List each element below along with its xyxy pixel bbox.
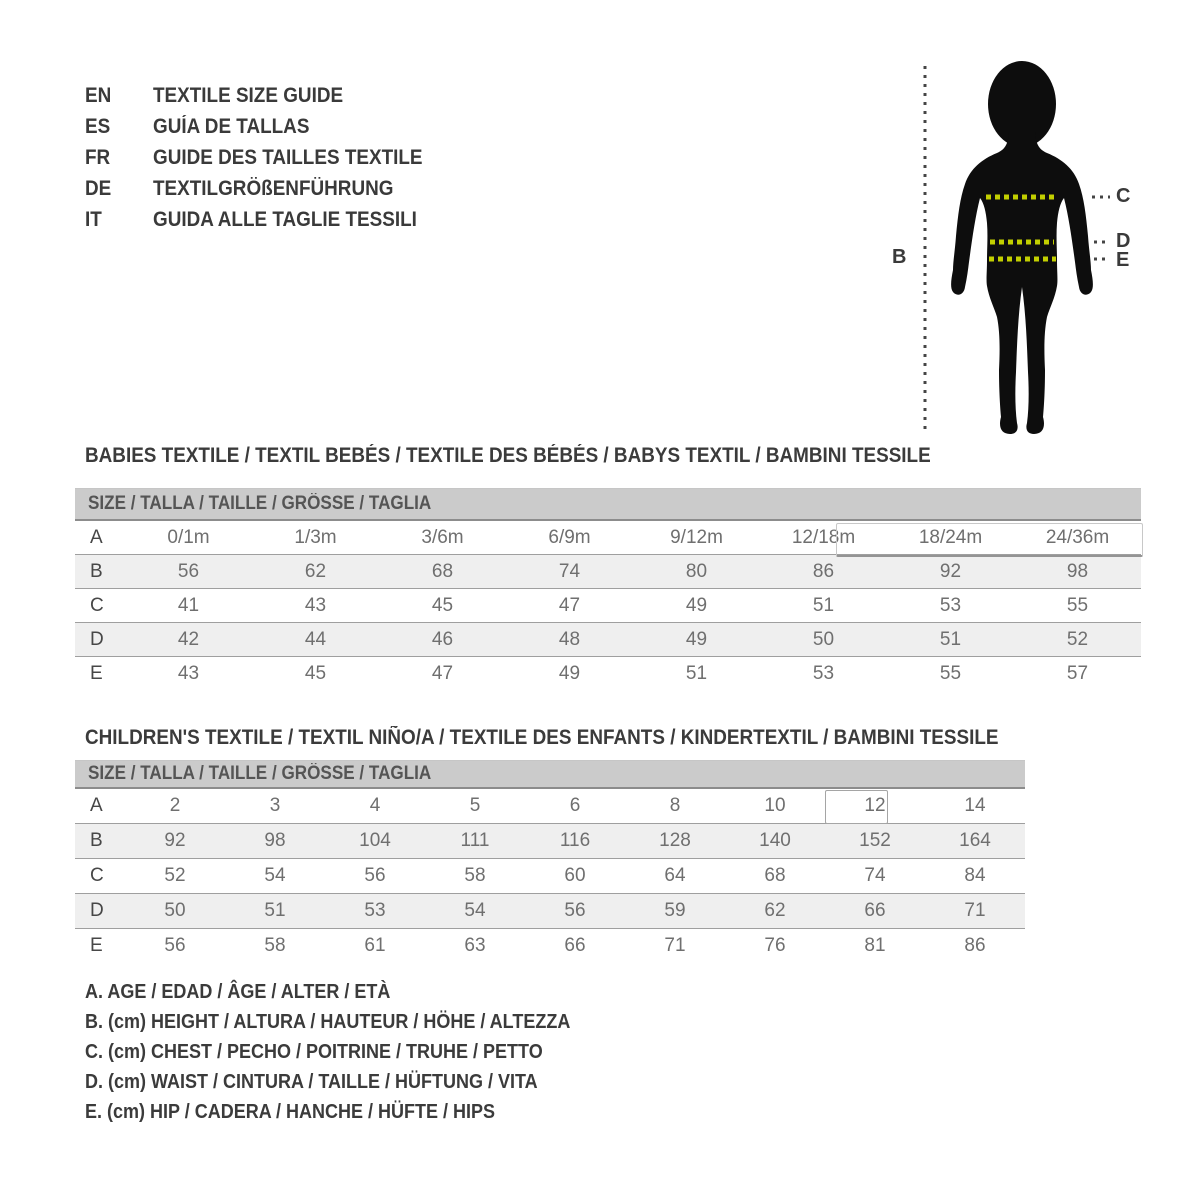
figure-label-height: B (892, 246, 907, 268)
babies-section-title-text: BABIES TEXTILE / TEXTIL BEBÉS / TEXTILE DES BÉBÉS / BABYS TEXTIL / BAMBINI TESSILE (85, 444, 931, 467)
cell: 92 (164, 830, 186, 851)
lang-code-es: ES (85, 115, 111, 138)
cell: 51 (812, 594, 835, 616)
lang-row-en (85, 80, 452, 111)
cell: 53 (364, 900, 386, 921)
cell: 66 (864, 900, 886, 921)
cell: 24/36m (1045, 526, 1110, 548)
cell: 56 (177, 560, 200, 582)
lang-title-es: GUÍA DE TALLAS (153, 115, 310, 138)
babies-table-header (75, 489, 1141, 521)
cell: 0/1m (167, 526, 210, 548)
cell: 49 (685, 628, 708, 650)
cell: 48 (558, 628, 581, 650)
cell: 50 (164, 900, 186, 921)
cell: 45 (304, 662, 327, 684)
cell: 58 (464, 865, 486, 886)
cell: 60 (564, 865, 586, 886)
child-silhouette-svg (860, 40, 1200, 470)
cell: 111 (460, 830, 490, 851)
cell: 86 (964, 935, 986, 956)
legend-height-text: B. (cm) HEIGHT / ALTURA / HAUTEUR / HÖHE / ALTEZZA (85, 1011, 571, 1033)
cell: 62 (764, 900, 786, 921)
cell: 14 (964, 795, 986, 816)
cell: 47 (558, 594, 581, 616)
legend-line-chest (85, 1037, 624, 1067)
measurement-legend (85, 977, 624, 1127)
cell: 43 (177, 662, 200, 684)
cell: 3/6m (421, 526, 464, 548)
cell: 128 (659, 830, 691, 851)
language-title-list (85, 80, 452, 235)
lang-row-de (85, 173, 452, 204)
lang-title-en: TEXTILE SIZE GUIDE (153, 84, 344, 107)
cell: 45 (431, 594, 454, 616)
cell: 51 (939, 628, 962, 650)
babies-row-hip (75, 657, 1141, 691)
cell: 164 (959, 830, 991, 851)
children-section-title (85, 726, 1100, 750)
children-table-header (75, 761, 1025, 789)
cell: 55 (1066, 594, 1089, 616)
cell: 8 (669, 795, 681, 816)
cell: 49 (685, 594, 708, 616)
cell: 42 (177, 628, 200, 650)
cell: 68 (431, 560, 454, 582)
cell: 44 (304, 628, 327, 650)
cell: 76 (764, 935, 786, 956)
lang-code-de: DE (85, 177, 112, 200)
cell: 9/12m (670, 526, 723, 548)
cell: 4 (369, 795, 381, 816)
babies-size-highlight-box (836, 523, 1143, 557)
cell: 68 (764, 865, 786, 886)
cell: 53 (812, 662, 835, 684)
legend-chest-text: C. (cm) CHEST / PECHO / POITRINE / TRUHE / PETTO (85, 1041, 543, 1063)
figure-label-waist: D (1116, 230, 1131, 252)
legend-line-age (85, 977, 624, 1007)
row-label: A (90, 795, 103, 816)
children-row-chest (75, 859, 1025, 894)
cell: 52 (164, 865, 186, 886)
lang-code-en: EN (85, 84, 112, 107)
row-label: E (90, 935, 103, 956)
babies-table-header-text: SIZE / TALLA / TAILLE / GRÖSSE / TAGLIA (88, 493, 432, 514)
cell: 50 (812, 628, 835, 650)
lang-row-fr (85, 142, 452, 173)
cell: 98 (264, 830, 286, 851)
cell: 66 (564, 935, 586, 956)
cell: 51 (264, 900, 286, 921)
row-label: C (90, 594, 104, 616)
children-row-height (75, 824, 1025, 859)
cell: 47 (431, 662, 454, 684)
cell: 56 (564, 900, 586, 921)
row-label: A (90, 526, 103, 548)
child-body (951, 132, 1093, 434)
cell: 140 (759, 830, 791, 851)
cell: 62 (304, 560, 327, 582)
cell: 63 (464, 935, 486, 956)
cell: 41 (177, 594, 200, 616)
cell: 116 (559, 830, 591, 851)
cell: 43 (304, 594, 327, 616)
measurement-figure (860, 40, 1200, 470)
cell: 74 (864, 865, 886, 886)
cell: 46 (431, 628, 454, 650)
cell: 81 (864, 935, 886, 956)
cell: 74 (558, 560, 581, 582)
babies-row-waist (75, 623, 1141, 657)
row-label: D (90, 900, 104, 921)
legend-hip-text: E. (cm) HIP / CADERA / HANCHE / HÜFTE / HIPS (85, 1101, 496, 1123)
cell: 3 (269, 795, 281, 816)
lang-row-es (85, 111, 452, 142)
row-label: E (90, 662, 103, 684)
lang-title-fr: GUIDE DES TAILLES TEXTILE (153, 146, 423, 169)
cell: 59 (664, 900, 686, 921)
figure-label-hip: E (1116, 249, 1130, 271)
children-row-hip (75, 929, 1025, 964)
cell: 80 (685, 560, 708, 582)
cell: 57 (1066, 662, 1089, 684)
cell: 12 (864, 795, 886, 816)
cell: 10 (764, 795, 786, 816)
cell: 152 (859, 830, 891, 851)
cell: 1/3m (294, 526, 337, 548)
cell: 54 (464, 900, 486, 921)
cell: 18/24m (918, 526, 983, 548)
legend-line-hip (85, 1097, 624, 1127)
cell: 49 (558, 662, 581, 684)
legend-line-height (85, 1007, 624, 1037)
cell: 104 (359, 830, 391, 851)
children-table-header-text: SIZE / TALLA / TAILLE / GRÖSSE / TAGLIA (88, 763, 432, 784)
cell: 64 (664, 865, 686, 886)
babies-row-height (75, 555, 1141, 589)
children-size-highlight-box (825, 790, 888, 824)
children-section-title-text: CHILDREN'S TEXTILE / TEXTIL NIÑO/A / TEXTILE DES ENFANTS / KINDERTEXTIL / BAMBINI TESSILE (85, 726, 999, 749)
cell: 56 (164, 935, 186, 956)
legend-age-text: A. AGE / EDAD / ÂGE / ALTER / ETÀ (85, 981, 391, 1003)
lang-title-de: TEXTILGRÖßENFÜHRUNG (153, 177, 394, 200)
cell: 92 (939, 560, 962, 582)
cell: 12/18m (791, 526, 856, 548)
cell: 6 (569, 795, 581, 816)
cell: 86 (812, 560, 835, 582)
babies-row-chest (75, 589, 1141, 623)
cell: 54 (264, 865, 286, 886)
row-label: B (90, 830, 103, 851)
cell: 56 (364, 865, 386, 886)
babies-header-row (75, 489, 1141, 521)
lang-title-it: GUIDA ALLE TAGLIE TESSILI (153, 208, 417, 231)
lang-code-it: IT (85, 208, 102, 231)
cell: 2 (169, 795, 181, 816)
cell: 98 (1066, 560, 1089, 582)
babies-section-title (85, 444, 1025, 468)
cell: 5 (469, 795, 481, 816)
row-label: C (90, 865, 104, 886)
lang-code-fr: FR (85, 146, 111, 169)
cell: 6/9m (548, 526, 591, 548)
cell: 53 (939, 594, 962, 616)
cell: 55 (939, 662, 962, 684)
cell: 61 (364, 935, 386, 956)
children-row-waist (75, 894, 1025, 929)
figure-label-chest: C (1116, 185, 1131, 207)
cell: 84 (964, 865, 986, 886)
row-label: D (90, 628, 104, 650)
legend-waist-text: D. (cm) WAIST / CINTURA / TAILLE / HÜFTUNG / VITA (85, 1071, 538, 1093)
legend-line-waist (85, 1067, 624, 1097)
cell: 51 (685, 662, 708, 684)
children-header-row (75, 761, 1025, 789)
row-label: B (90, 560, 103, 582)
cell: 52 (1066, 628, 1089, 650)
cell: 71 (964, 900, 986, 921)
cell: 58 (264, 935, 286, 956)
lang-row-it (85, 204, 452, 235)
cell: 71 (664, 935, 686, 956)
babies-size-table (75, 488, 1141, 690)
